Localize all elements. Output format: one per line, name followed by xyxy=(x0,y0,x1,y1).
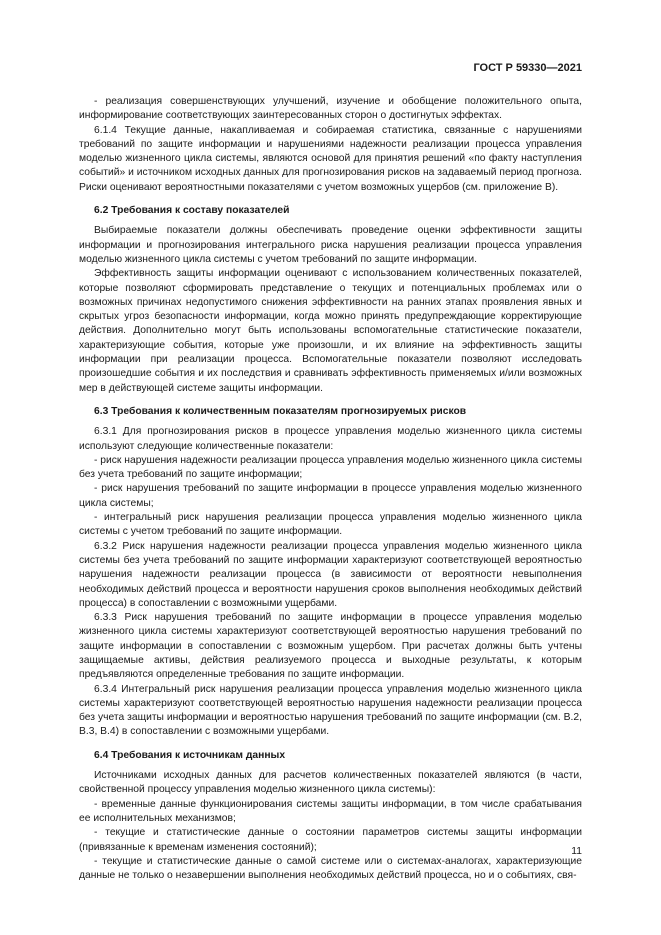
paragraph: - текущие и статистические данные о самой системе или о системах-аналогах, характеризующие данные не только о незавершении выполнения необходимых действий процесса, но и о событиях, свя- xyxy=(79,855,582,882)
paragraph: Источниками исходных данных для расчетов количественных показателей являются (в части, свойственной процессу управления моделью жизненного цикла системы): xyxy=(79,770,582,796)
paragraph: - интегральный риск нарушения реализации процесса управления моделью жизненного цикла системы с учетом требований по защите информации. xyxy=(79,512,582,538)
paragraph: 6.3.3 Риск нарушения требований по защите информации в процессе управления моделью жизненного цикла системы характеризуют соответствующей вероятностью нарушения требований по защите информации в сопоставлении с возможным ущербом. При расчетах должны быть учтены защищаемые активы, действия реализуемого процесса и выходные результаты, к которым предъявляются определенные требования по защите информации. xyxy=(79,612,582,681)
section-heading: 6.2 Требования к составу показателей xyxy=(94,205,290,217)
paragraph: 6.3.1 Для прогнозирования рисков в процессе управления моделью жизненного цикла системы используют следующие количественные показатели: xyxy=(79,426,582,452)
paragraph: - риск нарушения требований по защите информации в процессе управления моделью жизненного цикла системы; xyxy=(79,483,582,509)
paragraph: - текущие и статистические данные о состоянии параметров системы защиты информации (привязанные к временам изменения состояний); xyxy=(79,827,582,853)
section-heading: 6.3 Требования к количественным показателям прогнозируемых рисков xyxy=(94,405,467,417)
paragraph: - временные данные функционирования системы защиты информации, в том числе срабатывания ее исполнительных механизмов; xyxy=(79,798,582,824)
paragraph: 6.1.4 Текущие данные, накапливаемая и собираемая статистика, связанные с нарушениями требований по защите информации и нарушениями надежности реализации процесса управления моделью жизненного цикла системы, являются основой для принятия решений «по факту наступления событий» и источником исходных данных для прогнозирования рисков на задаваемый период прогноза. Риски оценивают вероятностными показателями с учетом возможных ущербов (см. приложение В). xyxy=(79,124,582,193)
paragraph: - риск нарушения надежности реализации процесса управления моделью жизненного цикла системы без учета требований по защите информации; xyxy=(79,454,582,481)
paragraph: Выбираемые показатели должны обеспечивать проведение оценки эффективности защиты информации и прогнозирования интегрального риска нарушения реализации процесса управления моделью жизненного цикла системы с учетом требований по защите информации. xyxy=(79,225,582,265)
document-body xyxy=(79,95,582,883)
paragraph: 6.3.2 Риск нарушения надежности реализации процесса управления моделью жизненного цикла системы без учета требований по защите информации характеризуют соответствующей вероятностью нарушения надежности реализации процесса (в зависимости от вероятности невыполнения необходимых действий процесса и вероятности нарушения сроков выполнения необходимых действий процесса) в сопоставлении с возможными ущербами. xyxy=(79,540,582,609)
paragraph: Эффективность защиты информации оценивают с использованием количественных показателей, которые позволяют сформировать представление о текущих и потенциальных проблемах или о возможных причинах недопустимого снижения эффективности на ранних этапах проявления явных и скрытых угроз безопасности информации, когда можно принять предупреждающие корректирующие действия. Дополнительно могут быть использованы вспомогательные статистические показатели, характеризующие события, которые уже произошли, и их влияние на эффективность защиты информации при реализации процесса. Вспомогательные показатели позволяют исследовать произошедшие события и их последствия и сравнивать эффективность применяемых и/или возможных мер в действующей системе защиты информации. xyxy=(79,268,582,394)
document-id: ГОСТ Р 59330—2021 xyxy=(473,62,582,74)
section-heading: 6.4 Требования к источникам данных xyxy=(94,749,286,761)
page-number: 11 xyxy=(571,846,582,857)
paragraph: - реализация совершенствующих улучшений, изучение и обобщение положительного опыта, информирование соответствующих заинтересованных сторон о достигнутых эффектах. xyxy=(79,96,582,122)
paragraph: 6.3.4 Интегральный риск нарушения реализации процесса управления моделью жизненного цикла системы характеризуют соответствующей вероятностью нарушения надежности реализации процесса без учета защиты информации и вероятностью нарушения требований по защите информации (см. В.2, В.3, В.4) в сопоставлении с возможными ущербами. xyxy=(79,683,582,738)
